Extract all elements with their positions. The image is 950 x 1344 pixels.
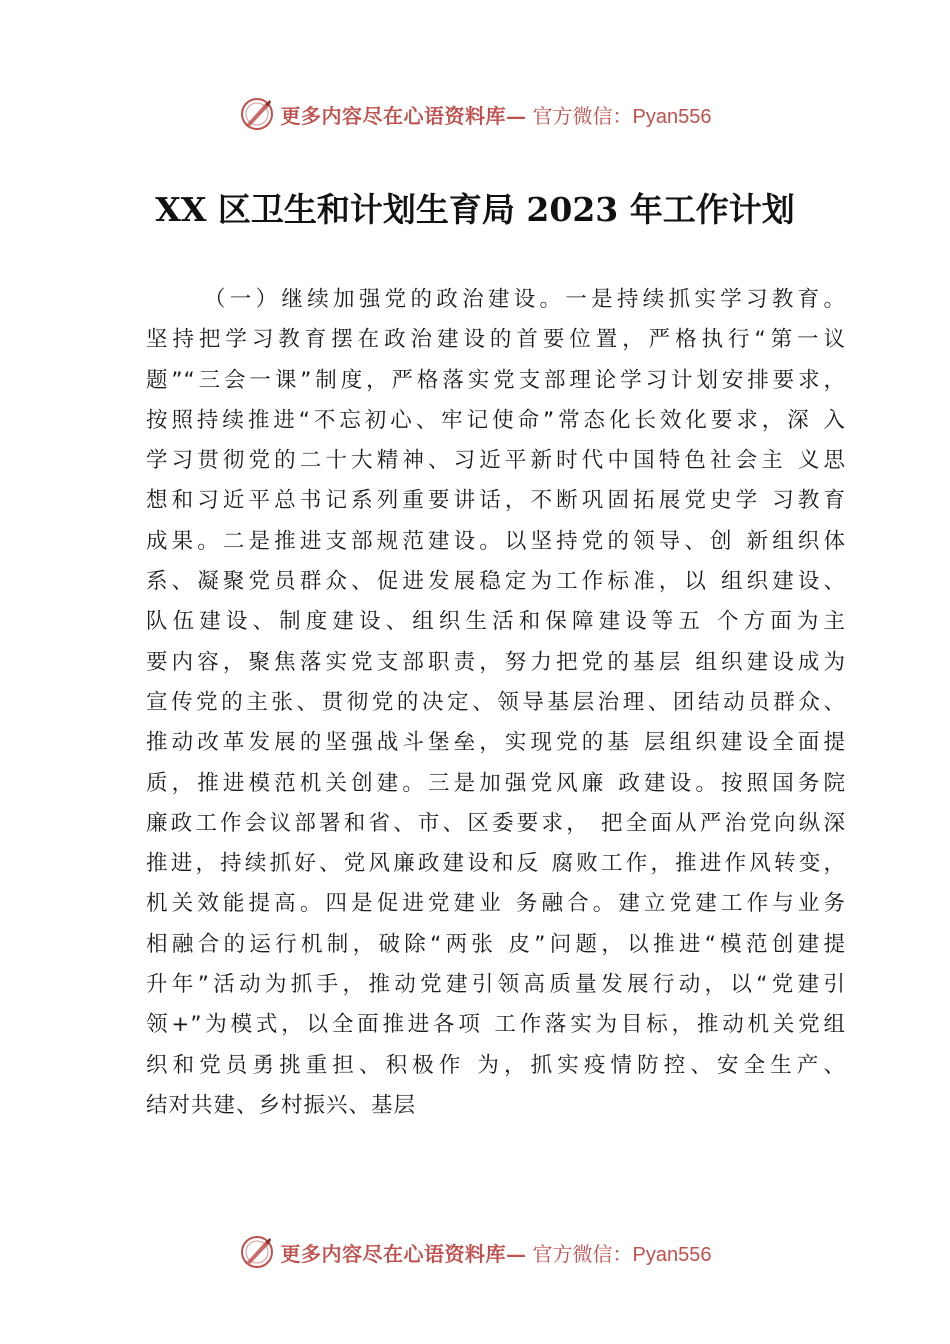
- body-line: 想和习近平总书记系列重要讲话，不断巩固拓展党史学 习教育: [146, 488, 846, 514]
- body-line: 质，推进模范机关创建。三是加强党风廉 政建设。按照国务院: [146, 770, 846, 796]
- watermark-text: 更多内容尽在心语资料库—: [280, 103, 527, 128]
- body-line: 要内容，聚焦落实党支部职责，努力把党的基层 组织建设成为: [146, 649, 846, 675]
- body-line: 题”“三会一课”制度，严格落实党支部理论学习计划安排要求，: [146, 367, 846, 393]
- quill-seal-icon: [239, 1234, 275, 1270]
- watermark-header: [0, 94, 950, 134]
- watermark-footer: [0, 1232, 950, 1272]
- body-line: 坚持把学习教育摆在政治建设的首要位置，严格执行“第一议: [146, 327, 846, 353]
- body-line: 相融合的运行机制，破除“两张 皮”问题，以推进“模范创建提: [146, 931, 846, 957]
- body-line: 宣传党的主张、贯彻党的决定、领导基层治理、团结动员群众、: [146, 689, 846, 715]
- body-line: 升年”活动为抓手，推动党建引领高质量发展行动，以“党建引: [146, 972, 846, 998]
- document-title: XX 区卫生和计划生育局 2023 年工作计划: [155, 190, 795, 229]
- body-line: 系、凝聚党员群众、促进发展稳定为工作标准，以 组织建设、: [146, 569, 846, 595]
- body-text: [146, 280, 846, 1126]
- body-line: 廉政工作会议部署和省、市、区委要求， 把全面从严治党向纵深: [146, 810, 846, 836]
- watermark-text: 更多内容尽在心语资料库—: [280, 1241, 527, 1266]
- body-line: （一）继续加强党的政治建设。一是持续抓实学习教育。: [204, 287, 846, 312]
- body-line: 结对共建、乡村振兴、基层: [146, 1092, 417, 1118]
- body-line: 推动改革发展的坚强战斗堡垒，实现党的基 层组织建设全面提: [146, 730, 846, 756]
- body-line: 队伍建设、制度建设、组织生活和保障建设等五 个方面为主: [146, 609, 846, 635]
- body-line: 学习贯彻党的二十大精神、习近平新时代中国特色社会主 义思: [146, 448, 846, 474]
- body-line: 按照持续推进“不忘初心、牢记使命”常态化长效化要求，深 入: [146, 407, 846, 433]
- watermark-wechat: 官方微信：Pyan556: [532, 105, 712, 128]
- body-line: 成果。二是推进支部规范建设。以坚持党的领导、创 新组织体: [146, 528, 846, 554]
- quill-seal-icon: [239, 96, 275, 132]
- body-line: 机关效能提高。四是促进党建业 务融合。建立党建工作与业务: [146, 891, 846, 917]
- body-line: 领+”为模式，以全面推进各项 工作落实为目标，推动机关党组: [146, 1012, 846, 1038]
- body-line: 推进，持续抓好、党风廉政建设和反 腐败工作，推进作风转变，: [146, 851, 846, 877]
- body-line: 织和党员勇挑重担、积极作 为，抓实疫情防控、安全生产、: [146, 1052, 846, 1078]
- watermark-wechat: 官方微信：Pyan556: [532, 1243, 712, 1266]
